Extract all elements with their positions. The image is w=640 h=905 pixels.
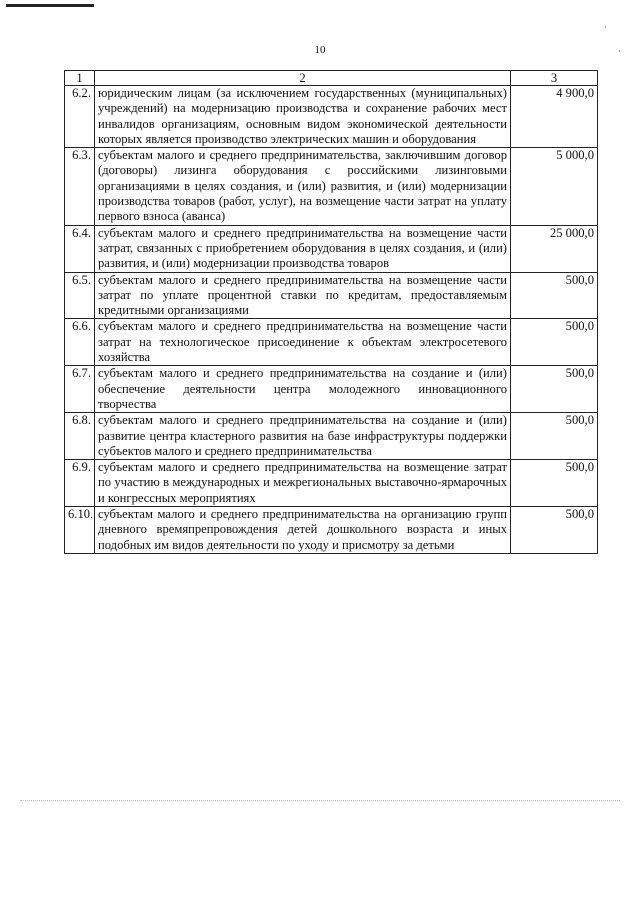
row-number: 6.4. — [65, 225, 95, 272]
row-description: юридическим лицам (за исключением государственных (муниципальных) учреждений) на модернизацию производства и сохранение рабочих мест инвалидов организациям, основным видом экономической деятельности которых является производство электрических машин и оборудования — [95, 86, 511, 148]
row-description: субъектам малого и среднего предпринимательства, заключившим договор (договоры) лизинга оборудования с российскими лизинговыми организациями в целях создания, и (или) развития, и (или) модернизации производства товаров (работ, услуг), на возмещение части затрат на уплату первого взноса (аванса) — [95, 148, 511, 225]
row-description: субъектам малого и среднего предпринимательства на создание и (или) обеспечение деятельности центра молодежного инновационного творчества — [95, 366, 511, 413]
row-amount: 4 900,0 — [511, 86, 598, 148]
row-amount: 25 000,0 — [511, 225, 598, 272]
row-number: 6.8. — [65, 413, 95, 460]
row-description: субъектам малого и среднего предпринимательства на возмещение части затрат, связанных с приобретением оборудования в целях создания, и (или) развития, и (или) модернизации производства товаров — [95, 225, 511, 272]
budget-table — [64, 70, 598, 554]
scan-speck: · — [604, 22, 607, 32]
row-description: субъектам малого и среднего предпринимательства на создание и (или) развитие центра кластерного развития на базе инфраструктуры поддержки субъектов малого и среднего предпринимательства — [95, 413, 511, 460]
table-row — [65, 272, 598, 319]
table-row — [65, 319, 598, 366]
header-col-3: 3 — [511, 71, 598, 86]
scan-speck: · — [618, 46, 621, 56]
table-row — [65, 86, 598, 148]
row-number: 6.7. — [65, 366, 95, 413]
table-row — [65, 460, 598, 507]
row-description: субъектам малого и среднего предпринимательства на возмещение части затрат на технологическое присоединение к объектам электросетевого хозяйства — [95, 319, 511, 366]
table-row — [65, 507, 598, 554]
table-row — [65, 366, 598, 413]
table-header-row — [65, 71, 598, 86]
row-number: 6.2. — [65, 86, 95, 148]
row-amount: 5 000,0 — [511, 148, 598, 225]
row-number: 6.5. — [65, 272, 95, 319]
row-amount: 500,0 — [511, 507, 598, 554]
page-number: 10 — [314, 44, 326, 56]
row-amount: 500,0 — [511, 366, 598, 413]
row-amount: 500,0 — [511, 460, 598, 507]
row-description: субъектам малого и среднего предпринимательства на возмещение части затрат по уплате процентной ставки по кредитам, предоставляемым кредитными организациями — [95, 272, 511, 319]
row-number: 6.10. — [65, 507, 95, 554]
row-description: субъектам малого и среднего предпринимательства на возмещение затрат по участию в международных и межрегиональных выставочно-ярмарочных и конгрессных мероприятиях — [95, 460, 511, 507]
row-amount: 500,0 — [511, 272, 598, 319]
row-description: субъектам малого и среднего предпринимательства на организацию групп дневного времяпрепровождения детей дошкольного возраста и иных подобных им видов деятельности по уходу и присмотру за детьми — [95, 507, 511, 554]
scan-dotted-line — [20, 800, 620, 801]
row-number: 6.6. — [65, 319, 95, 366]
row-number: 6.3. — [65, 148, 95, 225]
table-row — [65, 148, 598, 225]
row-amount: 500,0 — [511, 319, 598, 366]
row-amount: 500,0 — [511, 413, 598, 460]
header-col-1: 1 — [65, 71, 95, 86]
table-row — [65, 225, 598, 272]
header-col-2: 2 — [95, 71, 511, 86]
top-rule — [6, 4, 94, 7]
table-row — [65, 413, 598, 460]
row-number: 6.9. — [65, 460, 95, 507]
